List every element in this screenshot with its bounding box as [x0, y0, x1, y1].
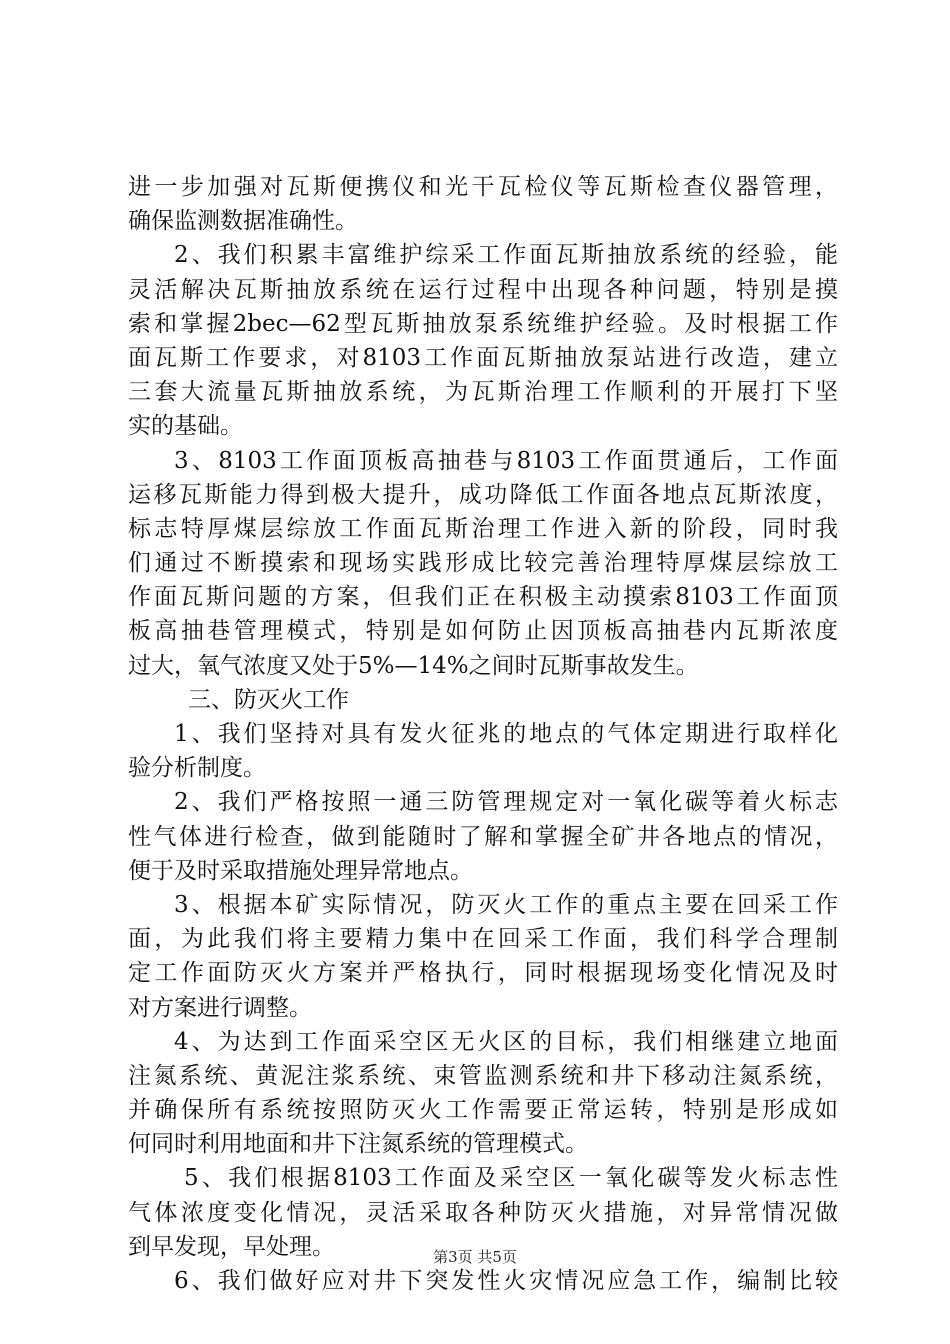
text-line: 面，为此我们将主要精力集中在回采工作面，我们科学合理制 — [128, 926, 838, 953]
text-line: 何同时利用地面和井下注氮系统的管理模式。 — [128, 1131, 588, 1158]
text-line: 3、8103工作面顶板高抽巷与8103工作面贯通后，工作面 — [174, 447, 838, 474]
text-line: 板高抽巷管理模式，特别是如何防止因顶板高抽巷内瓦斯浓度 — [128, 618, 838, 645]
text-line: 灵活解决瓦斯抽放系统在运行过程中出现各种问题，特别是摸 — [128, 276, 838, 303]
text-line: 实的基础。 — [128, 413, 243, 440]
text-line: 3、根据本矿实际情况，防灭火工作的重点主要在回采工作 — [174, 891, 838, 918]
text-line: 们通过不断摸索和现场实践形成比较完善治理特厚煤层综放工 — [128, 550, 838, 577]
text-line: 4、为达到工作面采空区无火区的目标，我们相继建立地面 — [174, 1028, 838, 1055]
text-line: 验分析制度。 — [128, 755, 266, 782]
text-line: 并确保所有系统按照防灭火工作需要正常运转，特别是形成如 — [128, 1097, 838, 1124]
text-line: 到早发现，早处理。 — [128, 1233, 335, 1260]
text-line: 对方案进行调整。 — [128, 994, 312, 1021]
text-line: 标志特厚煤层综放工作面瓦斯治理工作进入新的阶段，同时我 — [128, 515, 838, 542]
text-line: 过大，氧气浓度又处于5%—14%之间时瓦斯事故发生。 — [128, 652, 699, 679]
text-line: 1、我们坚持对具有发火征兆的地点的气体定期进行取样化 — [174, 721, 838, 747]
text-line: 气体浓度变化情况，灵活采取各种防灭火措施，对异常情况做 — [128, 1199, 838, 1226]
text-line: 注氮系统、黄泥注浆系统、束管监测系统和井下移动注氮系统， — [128, 1062, 838, 1089]
text-line: 运移瓦斯能力得到极大提升，成功降低工作面各地点瓦斯浓度， — [128, 481, 838, 508]
page-footer: 第3页 共5页 — [433, 1248, 517, 1266]
text-line: 进一步加强对瓦斯便携仪和光干瓦检仪等瓦斯检查仪器管理， — [128, 174, 838, 200]
text-line: 2、我们严格按照一通三防管理规定对一氧化碳等着火标志 — [174, 789, 838, 816]
text-line: 5、我们根据8103工作面及采空区一氧化碳等发火标志性 — [184, 1165, 838, 1192]
text-line: 性气体进行检查，做到能随时了解和掌握全矿井各地点的情况， — [128, 823, 838, 850]
text-line: 2、我们积累丰富维护综采工作面瓦斯抽放系统的经验，能 — [174, 242, 838, 269]
text-line: 作面瓦斯问题的方案，但我们正在积极主动摸索8103工作面顶 — [128, 584, 838, 611]
text-line: 三套大流量瓦斯抽放系统，为瓦斯治理工作顺利的开展打下坚 — [128, 379, 838, 406]
body-text — [128, 170, 838, 1298]
text-line: 面瓦斯工作要求，对8103工作面瓦斯抽放泵站进行改造，建立 — [128, 344, 838, 371]
text-line: 便于及时采取措施处理异常地点。 — [128, 857, 473, 884]
text-line: 6、我们做好应对井下突发性火灾情况应急工作，编制比较 — [174, 1268, 838, 1294]
text-line: 三、防灭火工作 — [188, 686, 349, 713]
text-line: 索和掌握2bec—62型瓦斯抽放泵系统维护经验。及时根据工作 — [128, 310, 838, 337]
text-line: 确保监测数据准确性。 — [128, 208, 358, 235]
text-line: 定工作面防灭火方案并严格执行，同时根据现场变化情况及时 — [128, 960, 838, 987]
